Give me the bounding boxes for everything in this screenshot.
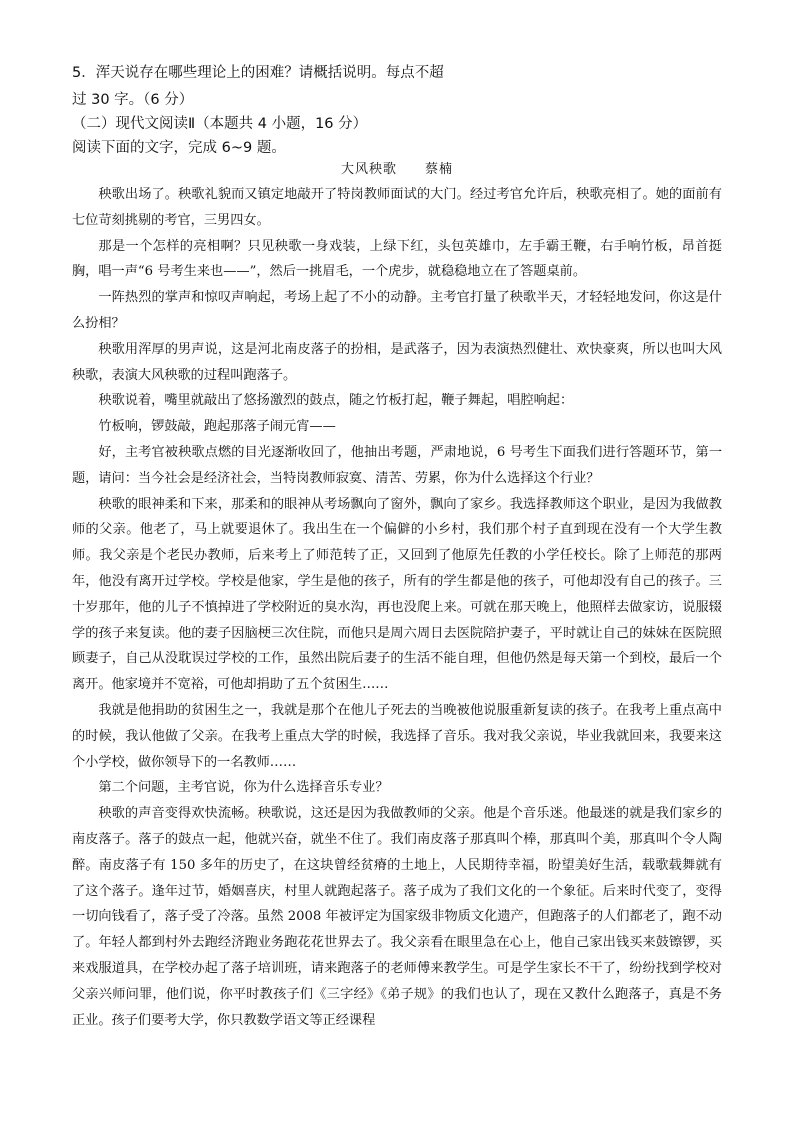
article-paragraph: 秧歌出场了。秧歌礼貌而又镇定地敲开了特岗教师面试的大门。经过考官允许后，秧歌亮相了。她的面前有七位苛刻挑剔的考官，三男四女。 xyxy=(72,187,722,228)
question-5-line-1: 5．浑天说存在哪些理论上的困难？请概括说明。每点不超 xyxy=(72,65,444,81)
reading-instruction: 阅读下面的文字，完成 6~9 题。 xyxy=(72,140,286,156)
article-paragraph: 好，主考官被秧歌点燃的目光逐渐收回了，他抽出考题，严肃地说，6 号考生下面我们进行答题环节，第一题，请问：当今社会是经济社会，当特岗教师寂寞、清苦、劳累，你为什么选择这个行业？ xyxy=(72,444,722,486)
article-paragraph: 第二个问题，主考官说，你为什么选择音乐专业？ xyxy=(98,780,389,796)
article-title: 大风秧歌 蔡楠 xyxy=(340,162,453,177)
article-body xyxy=(72,182,722,1033)
article-paragraph: 秧歌的眼神柔和下来，那柔和的眼神从考场飘向了窗外，飘向了家乡。我选择教师这个职业，是因为我做教师的父亲。他老了，马上就要退休了。我出生在一个偏僻的小乡村，我们那个村子直到现在没有一个大学生教师。我父亲是个老民办教师，后来考上了师范转了正，又回到了他原先任教的小学任校长。除了上师范的那两年，他没有离开过学校。学校是他家，学生是他的孩子，所有的学生都是他的孩子，可他却没有自己的孩子。三十岁那年，他的儿子不慎掉进了学校附近的臭水沟，再也没爬上来。可就在那天晚上，他照样去做家访，说服辍学的孩子来复读。他的妻子因脑梗三次住院，而他只是周六周日去医院陪护妻子，平时就让自己的妹妹在医院照顾妻子，自己从没耽误过学校的工作，虽然出院后妻子的生活不能自理，但他仍然是每天第一个到校，最后一个离开。他家境并不宽裕，可他却捐助了五个贫困生…… xyxy=(72,496,722,693)
article-paragraph: 我就是他捐助的贫困生之一，我就是那个在他儿子死去的当晚被他说服重新复读的孩子。在我考上重点高中的时候，我认他做了父亲。在我考上重点大学的时候，我选择了音乐。我对我父亲说，毕业我就回来，我要来这个小学校，做你领导下的一名教师…… xyxy=(72,702,722,770)
article-paragraph: 秧歌说着，嘴里就敲出了悠扬激烈的鼓点，随之竹板打起，鞭子舞起，唱腔响起： xyxy=(98,393,574,409)
article-paragraph: 秧歌用浑厚的男声说，这是河北南皮落子的扮相，是武落子，因为表演热烈健壮、欢快豪爽，所以也叫大风秧歌，表演大风秧歌的过程叫跑落子。 xyxy=(72,341,722,383)
article-paragraph: 那是一个怎样的亮相啊？只见秧歌一身戏装，上绿下红，头包英雄巾，左手霸王鞭，右手响竹板，昂首挺胸，唱一声“6 号考生来也——”，然后一挑眉毛，一个虎步，就稳稳地立在了答题桌前。 xyxy=(72,238,722,280)
article-paragraph: 竹板响，锣鼓敲，跑起那落子闹元宵—— xyxy=(98,419,336,435)
question-5-line-2: 过 30 字。（6 分） xyxy=(72,92,194,108)
section-heading: （二）现代文阅读Ⅱ（本题共 4 小题，16 分） xyxy=(72,116,368,132)
article-paragraph: 秧歌的声音变得欢快流畅。秧歌说，这还是因为我做教师的父亲。他是个音乐迷。他最迷的就是我们家乡的南皮落子。落子的鼓点一起，他就兴奋，就坐不住了。我们南皮落子那真叫个棒，那真叫个美，那真叫个令人陶醉。南皮落子有 150 多年的历史了，在这块曾经贫瘠的土地上，人民期待幸福，盼望美好生活，载歌载舞就有了这个落子。逢年过节，婚姻喜庆，村里人就跑起落子。落子成为了我们文化的一个象征。后来时代变了，变得一切向钱看了，落子受了冷落。虽然 2008 年被评定为国家级非物质文化遗产，但跑落子的人们都老了，跑不动了。年轻人都到村外去跑经济跑业务跑花花世界去了。我父亲看在眼里急在心上，他自己家出钱买来鼓镲锣，买来戏服道具，在学校办起了落子培训班，请来跑落子的老师傅来教学生。可是学生家长不干了，纷纷找到学校对父亲兴师问罪，他们说，你平时教孩子们《三字经》《弟子规》的我们也认了，现在又教什么跑落子，真是不务正业。孩子们要考大学，你只教数学语文等正经课程 xyxy=(72,806,722,1028)
article-paragraph: 一阵热烈的掌声和惊叹声响起，考场上起了不小的动静。主考官打量了秧歌半天，才轻轻地发问，你这是什么扮相？ xyxy=(72,290,722,331)
